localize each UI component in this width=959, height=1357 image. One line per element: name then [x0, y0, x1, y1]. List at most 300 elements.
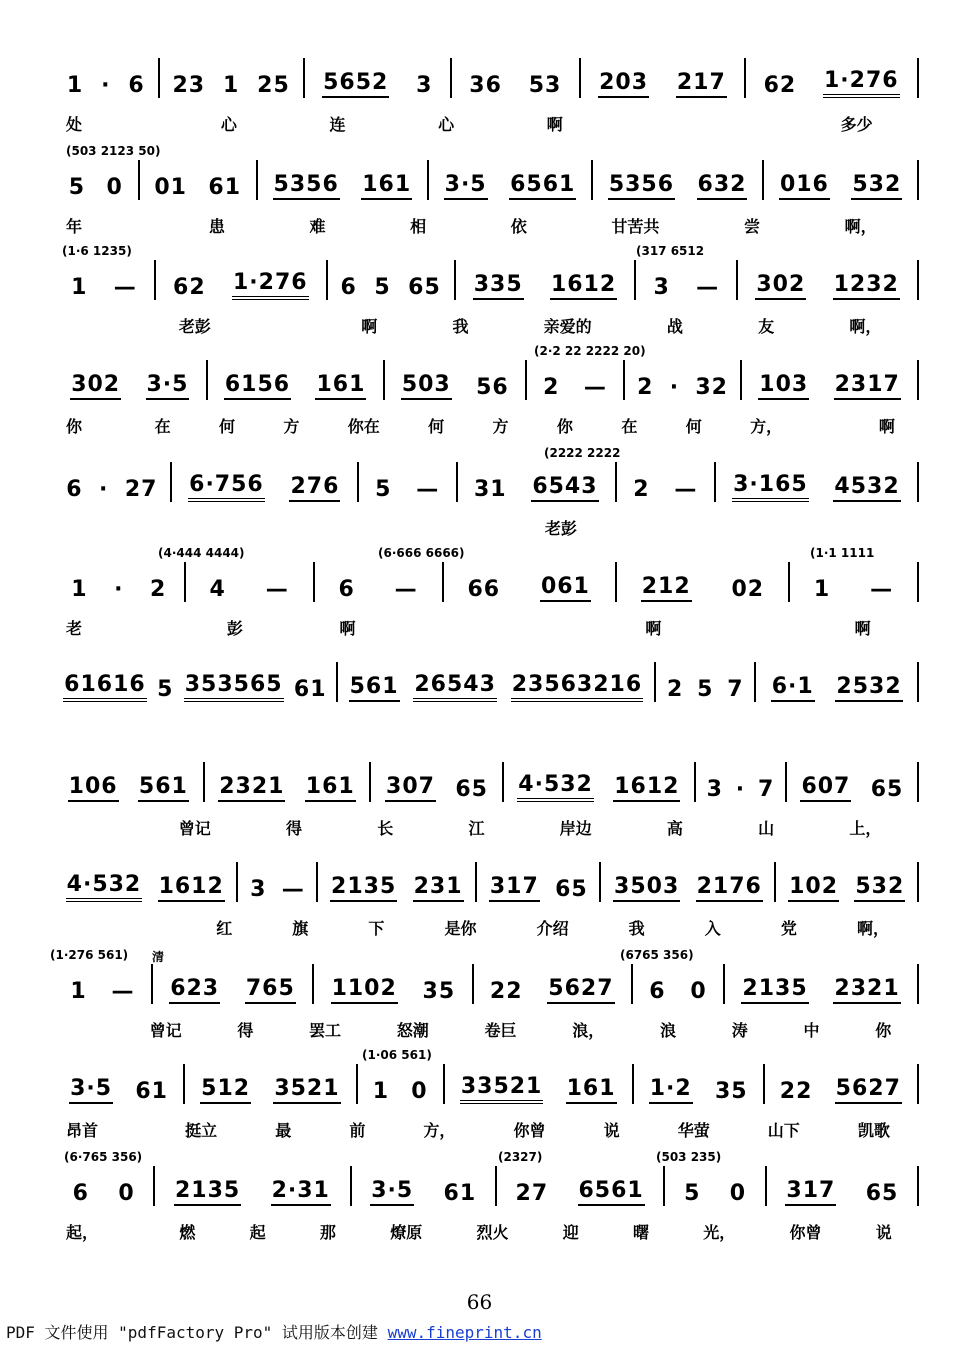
measure: [601, 862, 776, 902]
measure: [617, 462, 716, 502]
note-group: 61616: [63, 672, 147, 702]
lyric-word: 战: [666, 316, 683, 336]
lyric-word: 挺立: [185, 1120, 218, 1140]
note-group: 33521: [460, 1074, 544, 1104]
lyric-word: 依: [510, 216, 527, 236]
lyric-word: 怒潮: [396, 1020, 429, 1040]
note-group: 2135: [330, 874, 397, 902]
note-group: 35: [422, 979, 456, 1004]
lyric-word: 我: [452, 316, 469, 336]
note-group: 106: [68, 774, 119, 802]
note-group: 1: [372, 1079, 390, 1104]
note-group: 35: [714, 1079, 748, 1104]
measure: [185, 1064, 358, 1104]
lyric-word: 燎原: [390, 1222, 423, 1242]
lyric-word: 是你: [444, 918, 477, 938]
lyric-word: 曾记: [149, 1020, 182, 1040]
lyric-word: 起，: [66, 1222, 99, 1242]
lyric-word: 下: [368, 918, 385, 938]
score-row: [0, 144, 959, 250]
note-group: 7: [758, 777, 775, 802]
lyric-word: 方，: [423, 1120, 456, 1140]
measure: [787, 762, 919, 802]
notation-line: [58, 964, 919, 1004]
note-group: 103: [758, 372, 809, 400]
note-group: 1612: [613, 774, 680, 802]
note-group: 307: [385, 774, 436, 802]
score-row: [0, 48, 959, 148]
measure: [58, 862, 238, 902]
note-group: 231: [413, 874, 464, 902]
note-group: 5: [68, 175, 86, 200]
note-group: 5356: [608, 172, 675, 200]
measure: [625, 360, 742, 400]
grace-annotation: (1·276 561): [50, 948, 129, 962]
note-group: 217: [676, 70, 727, 98]
lyric-word: 你: [556, 416, 573, 436]
note-group: 4·532: [517, 772, 594, 802]
measure: [765, 1064, 919, 1104]
note-group: 5356: [273, 172, 340, 200]
lyric-word: 多少: [840, 114, 873, 134]
grace-annotation: (317 6512: [636, 244, 705, 258]
lyric-word: 得: [286, 818, 303, 838]
lyric-word: 罢工: [309, 1020, 342, 1040]
note-group: —: [696, 275, 720, 300]
note-group: ·: [735, 777, 746, 802]
note-group: 0: [106, 175, 123, 200]
note-group: 61: [135, 1079, 168, 1104]
lyric-word: 曙: [632, 1222, 649, 1242]
lyric-word: 凯歌: [857, 1120, 890, 1140]
grace-annotation: (1·06 561): [362, 1048, 432, 1062]
notation-line: [58, 1166, 919, 1206]
measure: [776, 862, 919, 902]
note-group: —: [394, 577, 418, 602]
note-group: 4·532: [66, 872, 143, 902]
note-group: 335: [473, 272, 524, 300]
lyrics-line: [66, 1116, 919, 1142]
note-group: 1232: [833, 272, 900, 300]
note-group: 66: [467, 577, 501, 602]
note-group: 3521: [273, 1076, 340, 1104]
measure: [155, 1166, 351, 1206]
measure: [474, 964, 633, 1004]
measure: [338, 662, 656, 702]
measure: [186, 562, 315, 602]
note-group: 0: [118, 1181, 135, 1206]
note-group: 3503: [613, 874, 680, 902]
score-row: [0, 652, 959, 752]
grace-annotation: (2327): [498, 1150, 543, 1164]
note-group: 1·276: [823, 68, 900, 98]
note-group: 27: [124, 477, 158, 502]
measure: [452, 58, 581, 98]
note-group: 65: [455, 777, 488, 802]
note-group: 26543: [413, 672, 497, 702]
note-group: 2·31: [271, 1178, 331, 1206]
note-group: 6: [66, 477, 83, 502]
note-group: 353565: [184, 672, 284, 702]
note-group: 61: [293, 677, 327, 702]
lyric-word: 迎: [562, 1222, 579, 1242]
note-group: 1·276: [232, 270, 309, 300]
note-group: 23: [172, 73, 206, 98]
note-group: 2317: [834, 372, 901, 400]
measure: [742, 360, 919, 400]
lyric-word: 尝: [744, 216, 761, 236]
measure: [58, 1064, 185, 1104]
lyric-word: 年: [66, 216, 83, 236]
lyric-word: 彭: [226, 618, 243, 638]
notation-line: [58, 662, 919, 702]
grace-annotation: 清: [152, 950, 165, 964]
note-group: 623: [169, 976, 220, 1004]
lyric-word: 方: [283, 416, 300, 436]
note-group: 607: [800, 774, 851, 802]
note-group: 2135: [174, 1178, 241, 1206]
lyric-word: 燃: [179, 1222, 196, 1242]
lyric-word: 江: [468, 818, 485, 838]
measure: [767, 1166, 919, 1206]
grace-annotation: (2·2 22 2222 20): [534, 344, 646, 358]
note-group: 65: [408, 275, 441, 300]
lyric-word: 甘苦共: [611, 216, 660, 236]
note-group: 6156: [224, 372, 291, 400]
note-group: 62: [763, 73, 797, 98]
note-group: 32: [695, 375, 728, 400]
notation-line: [58, 862, 919, 902]
lyric-word: 啊: [361, 316, 378, 336]
lyric-word: 卷巨: [484, 1020, 517, 1040]
notation-line: [58, 58, 919, 98]
note-group: 161: [566, 1076, 617, 1104]
note-group: 0: [411, 1079, 428, 1104]
lyric-word: 入: [704, 918, 721, 938]
note-group: 2: [150, 577, 167, 602]
notation-line: [58, 462, 919, 502]
lyrics-line: [66, 514, 919, 540]
lyric-word: 连: [329, 114, 346, 134]
note-group: 2: [637, 375, 654, 400]
note-group: 2: [543, 375, 560, 400]
note-group: —: [870, 577, 894, 602]
note-group: 4532: [833, 474, 900, 502]
note-group: 31: [473, 477, 507, 502]
lyric-word: 说: [875, 1222, 892, 1242]
measure: [593, 160, 764, 200]
lyric-word: 相: [410, 216, 427, 236]
lyric-word: 啊: [339, 618, 356, 638]
measure: [314, 964, 473, 1004]
measure: [172, 462, 359, 502]
note-group: 6·1: [771, 674, 815, 702]
lyric-word: 处: [66, 114, 83, 134]
notation-line: [58, 1064, 919, 1104]
measure: [352, 1166, 497, 1206]
lyric-word: 在: [621, 416, 638, 436]
measure: [328, 260, 456, 300]
lyric-word: 涛: [731, 1020, 748, 1040]
measure: [581, 58, 746, 98]
measure: [725, 964, 919, 1004]
note-group: 6: [128, 73, 145, 98]
note-group: ·: [101, 73, 111, 98]
lyric-word: 啊: [854, 618, 871, 638]
note-group: 2: [666, 677, 684, 702]
measure: [58, 964, 153, 1004]
measure: [315, 562, 444, 602]
lyric-word: 我: [628, 918, 645, 938]
lyric-word: 旗: [292, 918, 309, 938]
lyric-word: 党: [780, 918, 797, 938]
grace-annotation: (2222 2222: [544, 446, 621, 460]
note-group: 6: [340, 275, 357, 300]
note-group: 2135: [741, 976, 808, 1004]
note-group: —: [111, 979, 135, 1004]
grace-annotation: (1·6 1235): [62, 244, 132, 258]
measure: [665, 1166, 766, 1206]
note-group: 3: [706, 777, 723, 802]
note-group: 3: [653, 275, 670, 300]
note-group: 0: [729, 1181, 747, 1206]
lyrics-line: [66, 814, 919, 840]
note-group: 016: [779, 172, 830, 200]
note-group: 2: [633, 477, 650, 502]
note-group: 161: [361, 172, 412, 200]
note-group: 5627: [547, 976, 614, 1004]
note-group: 5: [684, 1181, 701, 1206]
measure: [385, 360, 527, 400]
lyric-word: 友: [758, 316, 775, 336]
fineprint-link[interactable]: www.fineprint.cn: [387, 1323, 542, 1342]
note-group: 62: [173, 275, 206, 300]
score-row: [0, 244, 959, 350]
note-group: 53: [528, 73, 562, 98]
note-group: 5652: [322, 70, 389, 98]
note-group: 6: [338, 577, 355, 602]
lyrics-line: [66, 110, 919, 136]
measure: [258, 160, 429, 200]
grace-annotation: (4·444 4444): [158, 546, 245, 560]
score-row: [0, 1048, 959, 1154]
measure: [458, 462, 617, 502]
lyrics-line: [66, 614, 919, 640]
note-group: 5: [697, 677, 714, 702]
notation-line: [58, 260, 919, 300]
lyric-word: 何: [685, 416, 702, 436]
measure: [58, 662, 338, 702]
note-group: 02: [731, 577, 765, 602]
note-group: 1612: [550, 272, 617, 300]
note-group: 22: [779, 1079, 813, 1104]
measure: [305, 58, 452, 98]
score-row: [0, 948, 959, 1054]
lyric-word: 啊，: [849, 316, 882, 336]
lyric-word: 啊: [878, 416, 895, 436]
notation-line: [58, 360, 919, 400]
measure: [764, 160, 919, 200]
lyric-word: 你曾: [513, 1120, 546, 1140]
lyric-word: 长: [377, 818, 394, 838]
lyric-word: 老彭: [178, 316, 211, 336]
measure: [208, 360, 385, 400]
measure: [477, 862, 601, 902]
measure: [58, 58, 160, 98]
measure: [746, 58, 919, 98]
lyric-word: 得: [237, 1020, 254, 1040]
grace-annotation: (1·1 1111: [810, 546, 875, 560]
measure: [58, 462, 172, 502]
note-group: 532: [851, 172, 902, 200]
note-group: 3: [416, 73, 433, 98]
note-group: 65: [870, 777, 904, 802]
lyrics-line: [66, 412, 919, 438]
note-group: —: [113, 275, 137, 300]
lyric-word: 岸边: [559, 818, 592, 838]
measure: [160, 58, 305, 98]
score-row: [0, 344, 959, 450]
lyrics-line: [66, 1218, 919, 1244]
notation-line: [58, 562, 919, 602]
note-group: 317: [785, 1178, 836, 1206]
note-group: 6561: [578, 1178, 645, 1206]
note-group: 3·165: [732, 472, 809, 502]
lyric-word: 何: [428, 416, 445, 436]
lyric-word: 老彭: [544, 518, 577, 538]
note-group: 161: [305, 774, 356, 802]
measure: [716, 462, 919, 502]
note-group: 4: [209, 577, 226, 602]
lyric-word: 介绍: [536, 918, 569, 938]
measure: [790, 562, 919, 602]
lyric-word: 浪，: [572, 1020, 605, 1040]
lyrics-line: [66, 1016, 919, 1042]
lyric-word: 曾记: [178, 818, 211, 838]
lyric-word: 高: [666, 818, 683, 838]
note-group: —: [265, 577, 289, 602]
note-group: 2532: [835, 674, 902, 702]
measure: [634, 1064, 765, 1104]
note-group: 5: [374, 275, 391, 300]
measure: [636, 260, 738, 300]
note-group: 0: [690, 979, 707, 1004]
note-group: 632: [697, 172, 748, 200]
notation-line: [58, 160, 919, 200]
note-group: 61: [208, 175, 242, 200]
note-group: ·: [114, 577, 124, 602]
note-group: 5: [157, 677, 174, 702]
lyric-word: 何: [218, 416, 235, 436]
lyrics-line: [66, 914, 919, 940]
lyric-word: 亲爱的: [543, 316, 592, 336]
lyric-word: 心: [438, 114, 455, 134]
lyric-word: 啊，: [856, 918, 889, 938]
note-group: 503: [401, 372, 452, 400]
score-row: [0, 546, 959, 652]
score-row: [0, 752, 959, 852]
note-group: 3: [250, 877, 267, 902]
note-group: 276: [289, 474, 340, 502]
lyric-word: 心: [220, 114, 237, 134]
measure: [358, 1064, 445, 1104]
note-group: 061: [540, 574, 591, 602]
note-group: 2321: [218, 774, 285, 802]
lyrics-line: [66, 312, 919, 338]
lyric-word: 前: [349, 1120, 366, 1140]
measure: [238, 862, 318, 902]
measure: [58, 1166, 155, 1206]
grace-annotation: (6·765 356): [64, 1150, 143, 1164]
grace-annotation: (6765 356): [620, 948, 694, 962]
measure: [153, 964, 314, 1004]
note-group: 302: [755, 272, 806, 300]
measure: [456, 260, 637, 300]
measure: [58, 562, 186, 602]
note-group: 23563216: [511, 672, 643, 702]
lyric-word: 昂首: [66, 1120, 99, 1140]
note-group: 1: [70, 979, 87, 1004]
note-group: 302: [70, 372, 121, 400]
measure: [444, 562, 617, 602]
lyric-word: 你曾: [789, 1222, 822, 1242]
lyric-word: 华萤: [677, 1120, 710, 1140]
note-group: 6561: [509, 172, 576, 200]
lyric-word: 老: [66, 618, 83, 638]
lyric-word: 光，: [703, 1222, 736, 1242]
lyric-word: 在: [154, 416, 171, 436]
note-group: 5627: [835, 1076, 902, 1104]
pdf-notice-text: PDF 文件使用 "pdfFactory Pro" 试用版本创建: [6, 1323, 378, 1342]
note-group: 65: [865, 1181, 899, 1206]
note-group: 317: [489, 874, 540, 902]
lyric-word: 难: [309, 216, 326, 236]
lyric-word: 浪: [659, 1020, 676, 1040]
note-group: —: [583, 375, 607, 400]
lyric-word: 起: [249, 1222, 266, 1242]
note-group: 6·756: [188, 472, 265, 502]
note-group: —: [416, 477, 440, 502]
lyric-word: 山下: [767, 1120, 800, 1140]
note-group: 6543: [531, 474, 598, 502]
note-group: 1·2: [649, 1076, 693, 1104]
measure: [656, 662, 756, 702]
lyric-word: 上，: [849, 818, 882, 838]
note-group: 512: [200, 1076, 251, 1104]
lyric-word: 红: [216, 918, 233, 938]
measure: [696, 762, 787, 802]
note-group: 765: [245, 976, 296, 1004]
lyric-word: 啊，: [844, 216, 877, 236]
note-group: —: [674, 477, 698, 502]
measure: [617, 562, 790, 602]
note-group: 561: [349, 674, 400, 702]
note-group: 3·5: [444, 172, 488, 200]
measure: [140, 160, 258, 200]
note-group: 102: [788, 874, 839, 902]
note-group: 7: [727, 677, 744, 702]
note-group: 5: [375, 477, 392, 502]
note-group: 2176: [696, 874, 763, 902]
lyric-word: 啊: [645, 618, 662, 638]
notation-line: [58, 762, 919, 802]
note-group: 6: [649, 979, 666, 1004]
note-group: 3·5: [370, 1178, 414, 1206]
note-group: 1: [222, 73, 240, 98]
lyric-word: 中: [803, 1020, 820, 1040]
lyric-word: 你: [66, 416, 83, 436]
note-group: 212: [641, 574, 692, 602]
